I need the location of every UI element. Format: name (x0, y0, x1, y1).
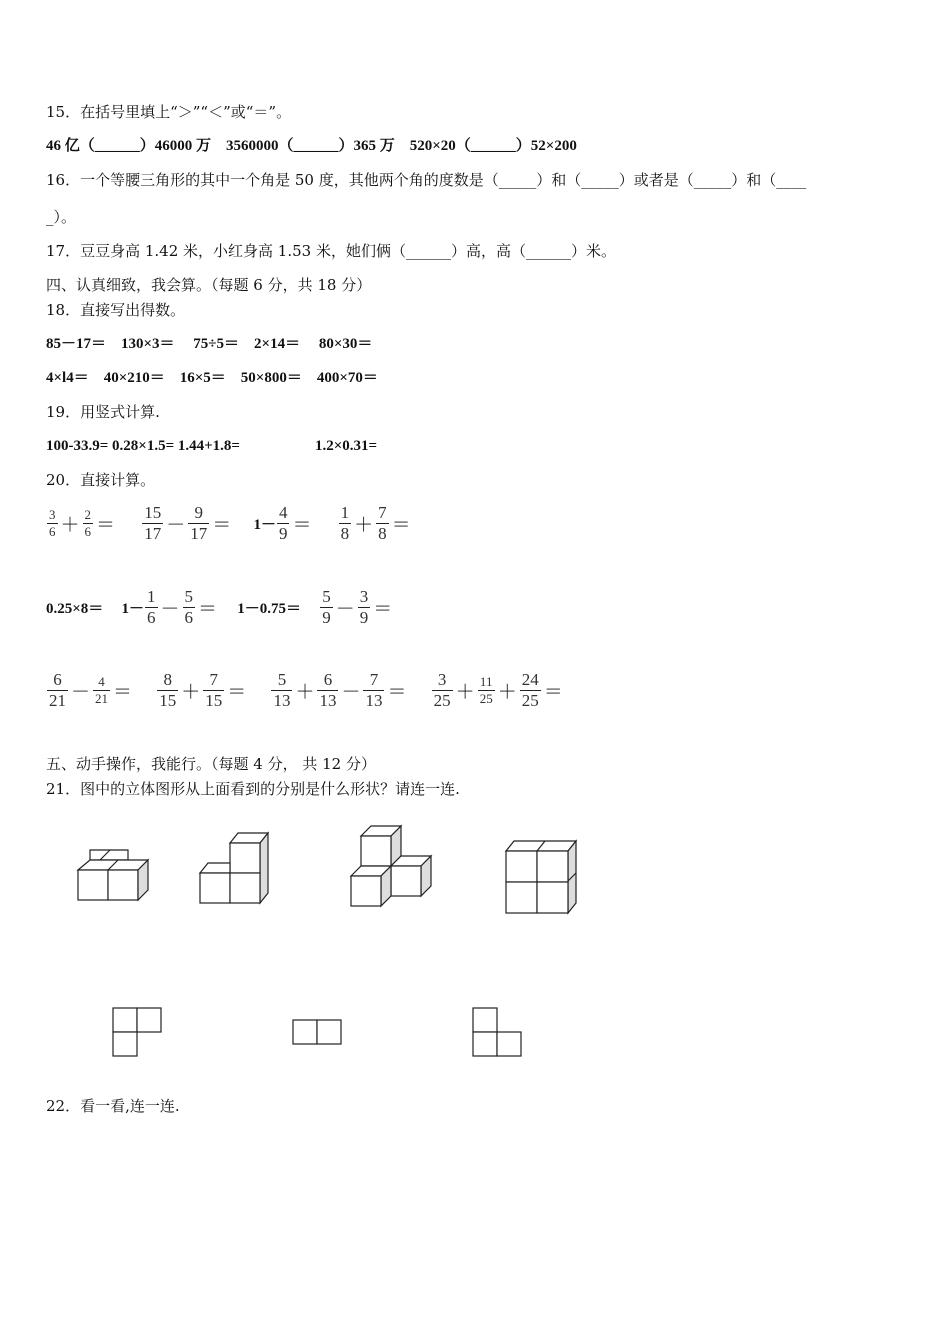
q19-title: 19．用竖式计算. (46, 403, 160, 421)
fraction: $\frac{8}{15}$ (159, 670, 177, 710)
q21-title: 21．图中的立体图形从上面看到的分别是什么形状？请连一连. (46, 780, 460, 798)
solid-figure-4 (500, 835, 585, 920)
fraction: $\frac{6}{13}$ (319, 670, 337, 710)
fraction: $\frac{5}{6}$ (184, 587, 194, 627)
fraction: $\frac{15}{17}$ (144, 503, 162, 543)
q20-row2: 0.25×8＝ 1－ $\frac{1}{6}$ － $\frac{5}{6}$ ＝ 1－0.75＝ $\frac{5}{9}$ － $\frac{3}{9}$ ＝ (46, 587, 393, 627)
q18-title: 18．直接写出得数。 (46, 301, 186, 319)
fraction: $\frac{3}{6}$ (49, 507, 56, 539)
fraction: $\frac{11}{25}$ (479, 674, 493, 706)
q20-title: 20．直接计算。 (46, 471, 156, 489)
q16-line1: 16．一个等腰三角形的其中一个角是 50 度，其他两个角的度数是（_____）和（_____）或者是（_____）和（____ (46, 171, 807, 189)
q15-items: 46 亿（______）46000 万 3560000（______）365 万 520×20（______）52×200 (46, 138, 577, 154)
fraction: $\frac{7}{8}$ (378, 503, 387, 543)
q22-title: 22．看一看,连一连. (46, 1097, 180, 1115)
q15-title: 15．在括号里填上“＞”“＜”或“＝”。 (46, 103, 292, 121)
q16-line2: _）。 (46, 208, 77, 226)
fraction: $\frac{1}{6}$ (147, 587, 156, 627)
section-4-heading: 四、认真细致，我会算。（每题 6 分，共 18 分） (46, 276, 372, 294)
solid-figure-1 (70, 840, 160, 910)
fraction: $\frac{1}{8}$ (340, 503, 350, 543)
fraction: $\frac{3}{25}$ (433, 670, 451, 710)
q18-row1: 85－17＝ 130×3＝ 75÷5＝ 2×14＝ 80×30＝ (46, 336, 373, 352)
q20-row3: $\frac{6}{21}$ － $\frac{4}{21}$ ＝ $\frac{8}{15}$ ＋ $\frac{7}{15}$ ＝ $\frac{5}{13}$ ＋ $\frac{6}{13}$ － $\frac{7}{13}$ ＝ $\frac{3}{25}$ ＋ $\frac{11}{25}$ ＋ $\frac{24}{25}$ ＝ (49, 670, 563, 710)
solid-figure-2 (190, 825, 280, 910)
fraction: $\frac{24}{25}$ (521, 670, 539, 710)
fraction: $\frac{6}{21}$ (49, 670, 66, 710)
top-view-l-shape-2 (470, 1005, 525, 1060)
q18-row2: 4×l4＝ 40×210＝ 16×5＝ 50×800＝ 400×70＝ (46, 370, 378, 386)
q19-items: 100-33.9= 0.28×1.5= 1.44+1.8= 1.2×0.31= (46, 438, 378, 454)
fraction: $\frac{3}{9}$ (359, 587, 369, 627)
top-view-l-shape-1 (110, 1005, 165, 1060)
fraction: $\frac{7}{15}$ (205, 670, 223, 710)
fraction: $\frac{7}{13}$ (365, 670, 383, 710)
fraction: $\frac{9}{17}$ (190, 503, 208, 543)
solid-figure-3 (345, 818, 440, 913)
q20-row1: $\frac{3}{6}$ ＋ $\frac{2}{6}$ ＝ $\frac{15}{17}$ － $\frac{9}{17}$ ＝ 1－ $\frac{4}{9}$ ＝ $\frac{1}{8}$ ＋ $\frac{7}{8}$ ＝ (49, 503, 411, 543)
top-view-two-squares (290, 1017, 345, 1047)
section-5-heading: 五、动手操作，我能行。（每题 4 分， 共 12 分） (46, 755, 376, 773)
q17: 17．豆豆身高 1.42 米，小红身高 1.53 米，她们俩（______）高，高（______）米。 (46, 242, 616, 260)
fraction: $\frac{5}{9}$ (322, 587, 331, 627)
fraction: $\frac{4}{21}$ (95, 674, 109, 706)
fraction: $\frac{2}{6}$ (84, 507, 92, 539)
fraction: $\frac{5}{13}$ (273, 670, 291, 710)
fraction: $\frac{4}{9}$ (278, 503, 288, 543)
